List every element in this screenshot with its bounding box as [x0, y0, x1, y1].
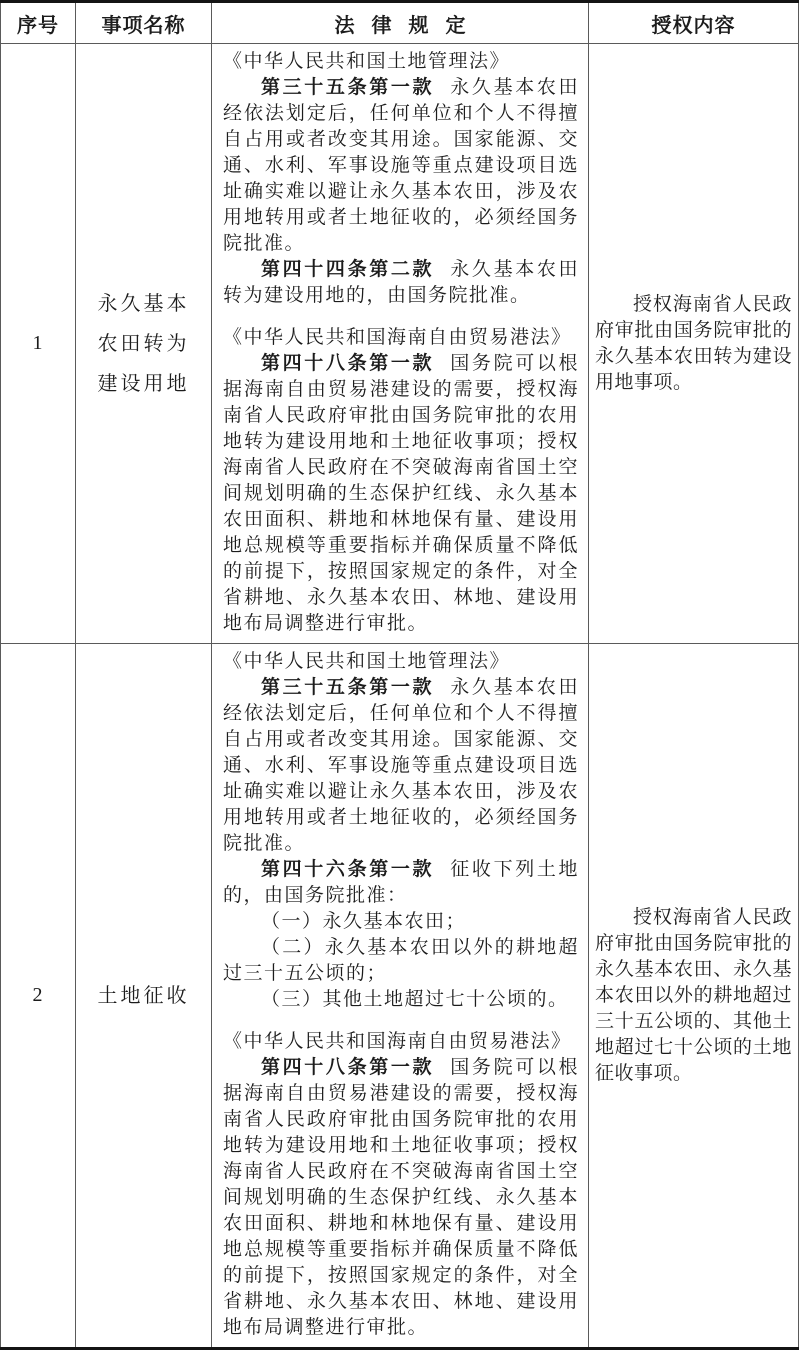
- law-paragraph: 第四十八条第一款 国务院可以根据海南自由贸易港建设的需要，授权海南省人民政府审批由国务院审批的农用地转为建设用地和土地征收事项；授权海南省人民政府在不突破海南省国土空间规划明确的生态保护红线、永久基本农田面积、耕地和林地保有量、建设用地总规模等重要指标并确保质量不降低的前提下，按照国家规定的条件，对全省耕地、永久基本农田、林地、建设用地布局调整进行审批。: [223, 353, 579, 634]
- row-index-cell: 1: [1, 44, 76, 644]
- col-header-legal-provisions: 法律规定: [212, 2, 589, 44]
- table-body: [1, 44, 799, 1349]
- table-row: [1, 644, 799, 1349]
- law-paragraph: （二）永久基本农田以外的耕地超过三十五公顷的；: [223, 937, 579, 984]
- legal-provisions-cell: [212, 644, 589, 1349]
- clause-lead: 第四十八条第一款: [261, 1057, 435, 1078]
- law-paragraph: （一）永久基本农田；: [261, 911, 467, 932]
- item-name-cell: 永久基本农田转为建设用地: [76, 44, 212, 644]
- law-title: 《中华人民共和国海南自由贸易港法》: [223, 1031, 572, 1052]
- clause-lead: 第四十八条第一款: [261, 353, 435, 374]
- law-paragraph: 第四十四条第二款 永久基本农田转为建设用地的，由国务院批准。: [223, 259, 579, 306]
- law-paragraph: 第三十五条第一款 永久基本农田经依法划定后，任何单位和个人不得擅自占用或者改变其用途。国家能源、交通、水利、军事设施等重点建设项目选址确实难以避让永久基本农田，涉及农用地转用或者土地征收的，必须经国务院批准。: [223, 77, 579, 254]
- col-header-index: 序号: [1, 2, 76, 44]
- col-header-authorization: 授权内容: [589, 2, 799, 44]
- authorization-cell: [589, 644, 799, 1349]
- authorization-cell: [589, 44, 799, 644]
- col-header-item-name: 事项名称: [76, 2, 212, 44]
- header-row: [1, 2, 799, 44]
- table-row: [1, 44, 799, 644]
- law-title: 《中华人民共和国土地管理法》: [223, 651, 511, 672]
- law-paragraph: （三）其他土地超过七十公顷的。: [261, 989, 569, 1010]
- authorization-text: 授权海南省人民政府审批由国务院审批的永久基本农田转为建设用地事项。: [595, 293, 792, 393]
- law-title: 《中华人民共和国土地管理法》: [223, 51, 511, 72]
- law-paragraph: 第四十八条第一款 国务院可以根据海南自由贸易港建设的需要，授权海南省人民政府审批由国务院审批的农用地转为建设用地和土地征收事项；授权海南省人民政府在不突破海南省国土空间规划明确的生态保护红线、永久基本农田面积、耕地和林地保有量、建设用地总规模等重要指标并确保质量不降低的前提下，按照国家规定的条件，对全省耕地、永久基本农田、林地、建设用地布局调整进行审批。: [223, 1057, 579, 1338]
- row-index-cell: 2: [1, 644, 76, 1349]
- item-name-cell: 土地征收: [76, 644, 212, 1349]
- law-paragraph: 第三十五条第一款 永久基本农田经依法划定后，任何单位和个人不得擅自占用或者改变其用途。国家能源、交通、水利、军事设施等重点建设项目选址确实难以避让永久基本农田，涉及农用地转用或者土地征收的，必须经国务院批准。: [223, 677, 579, 854]
- authorization-text: 授权海南省人民政府审批由国务院审批的永久基本农田、永久基本农田以外的耕地超过三十五公顷的、其他土地超过七十公顷的土地征收事项。: [595, 906, 792, 1084]
- clause-lead: 第四十四条第二款: [261, 259, 435, 280]
- clause-lead: 第三十五条第一款: [261, 677, 435, 698]
- law-title: 《中华人民共和国海南自由贸易港法》: [223, 327, 572, 348]
- clause-lead: 第四十六条第一款: [261, 859, 435, 880]
- law-paragraph: 第四十六条第一款 征收下列土地的，由国务院批准：: [223, 859, 579, 906]
- legal-provisions-cell: [212, 44, 589, 644]
- clause-lead: 第三十五条第一款: [261, 77, 435, 98]
